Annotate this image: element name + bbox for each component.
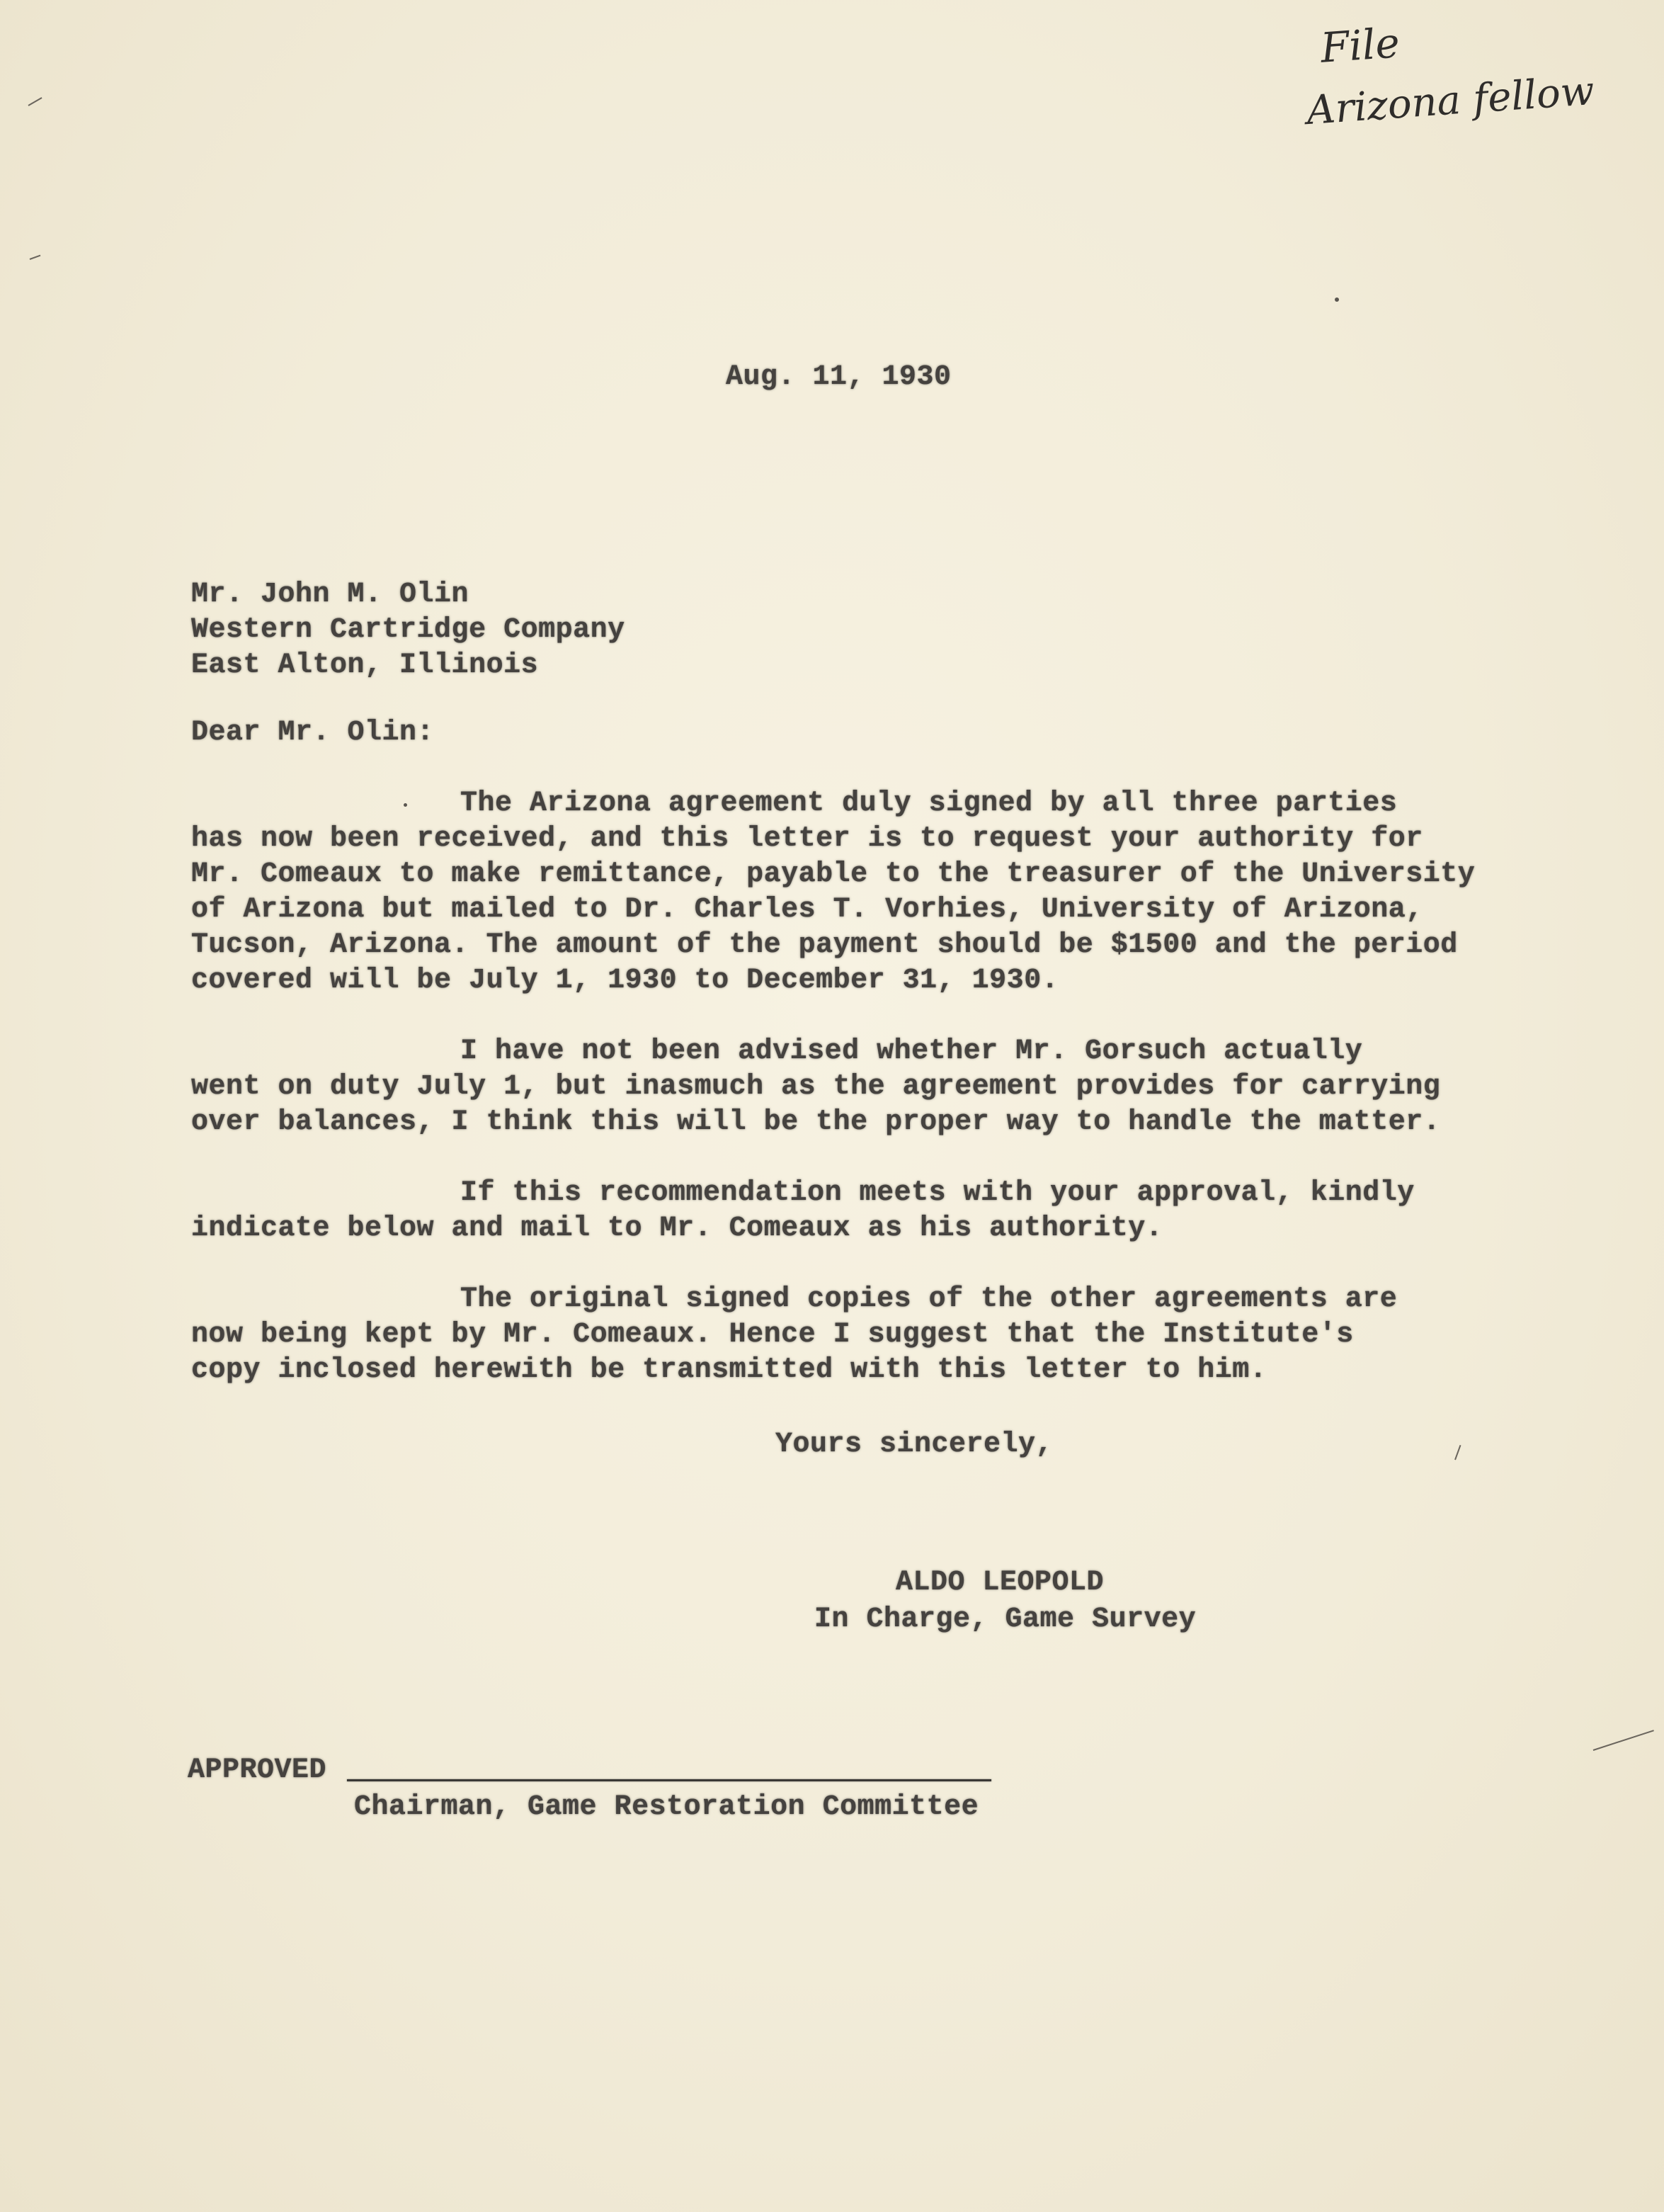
paragraph-1 [191,786,1475,999]
paragraph-line: of Arizona but mailed to Dr. Charles T. Vorhies, University of Arizona, [191,894,1423,926]
recipient-location: East Alton, Illinois [191,650,539,681]
letter-date: Aug. 11, 1930 [726,361,952,393]
paper-speck [1335,297,1339,302]
paragraph-3 [191,1176,1415,1247]
handwritten-annotation [1319,18,1401,72]
recipient-block [191,577,625,684]
closing: Yours sincerely, [775,1429,1054,1461]
handwritten-annotation-2 [1305,68,1595,134]
annotation-arizona-fellow: Arizona fellow [1305,67,1596,135]
paragraph-2 [191,1034,1440,1140]
paragraph-line: copy inclosed herewith be transmitted with this letter to him. [191,1354,1267,1386]
paper-mark [30,255,41,260]
paper-speck [404,803,407,807]
paragraph-line: Mr. Comeaux to make remittance, payable to the treasurer of the University [191,858,1476,890]
signature-title-block [814,1602,1196,1638]
paragraph-line: now being kept by Mr. Comeaux. Hence I suggest that the Institute's [191,1319,1354,1351]
paper-mark [1593,1730,1654,1751]
paragraph-line: I have not been advised whether Mr. Gorsuch actually [460,1036,1363,1067]
approval-signature-line [347,1779,991,1781]
salutation: Dear Mr. Olin: [191,717,435,749]
recipient-name: Mr. John M. Olin [191,579,469,611]
paragraph-line: has now been received, and this letter is to request your authority for [191,823,1423,855]
approval-title: Chairman, Game Restoration Committee [354,1791,979,1823]
signature-title: In Charge, Game Survey [814,1604,1197,1635]
paragraph-line: covered will be July 1, 1930 to December 31, 1930. [191,965,1059,997]
signature-block [896,1565,1104,1601]
paragraph-line: went on duty July 1, but inasmuch as the agreement provides for carrying [191,1071,1441,1103]
approval-label: APPROVED [188,1754,327,1786]
paragraph-line: over balances, I think this will be the proper way to handle the matter. [191,1106,1441,1138]
paragraph-line: Tucson, Arizona. The amount of the payment should be $1500 and the period [191,929,1458,961]
recipient-company: Western Cartridge Company [191,614,625,646]
paragraph-4 [191,1282,1397,1388]
paper-mark [28,97,42,106]
paper-mark [1454,1445,1461,1460]
paragraph-line: indicate below and mail to Mr. Comeaux as his authority. [191,1213,1163,1244]
signature-name: ALDO LEOPOLD [896,1567,1105,1599]
annotation-file: File [1318,18,1401,72]
paragraph-line: The original signed copies of the other agreements are [460,1283,1398,1315]
paragraph-line: If this recommendation meets with your approval, kindly [460,1177,1415,1209]
paragraph-line: The Arizona agreement duly signed by all three parties [460,788,1398,819]
